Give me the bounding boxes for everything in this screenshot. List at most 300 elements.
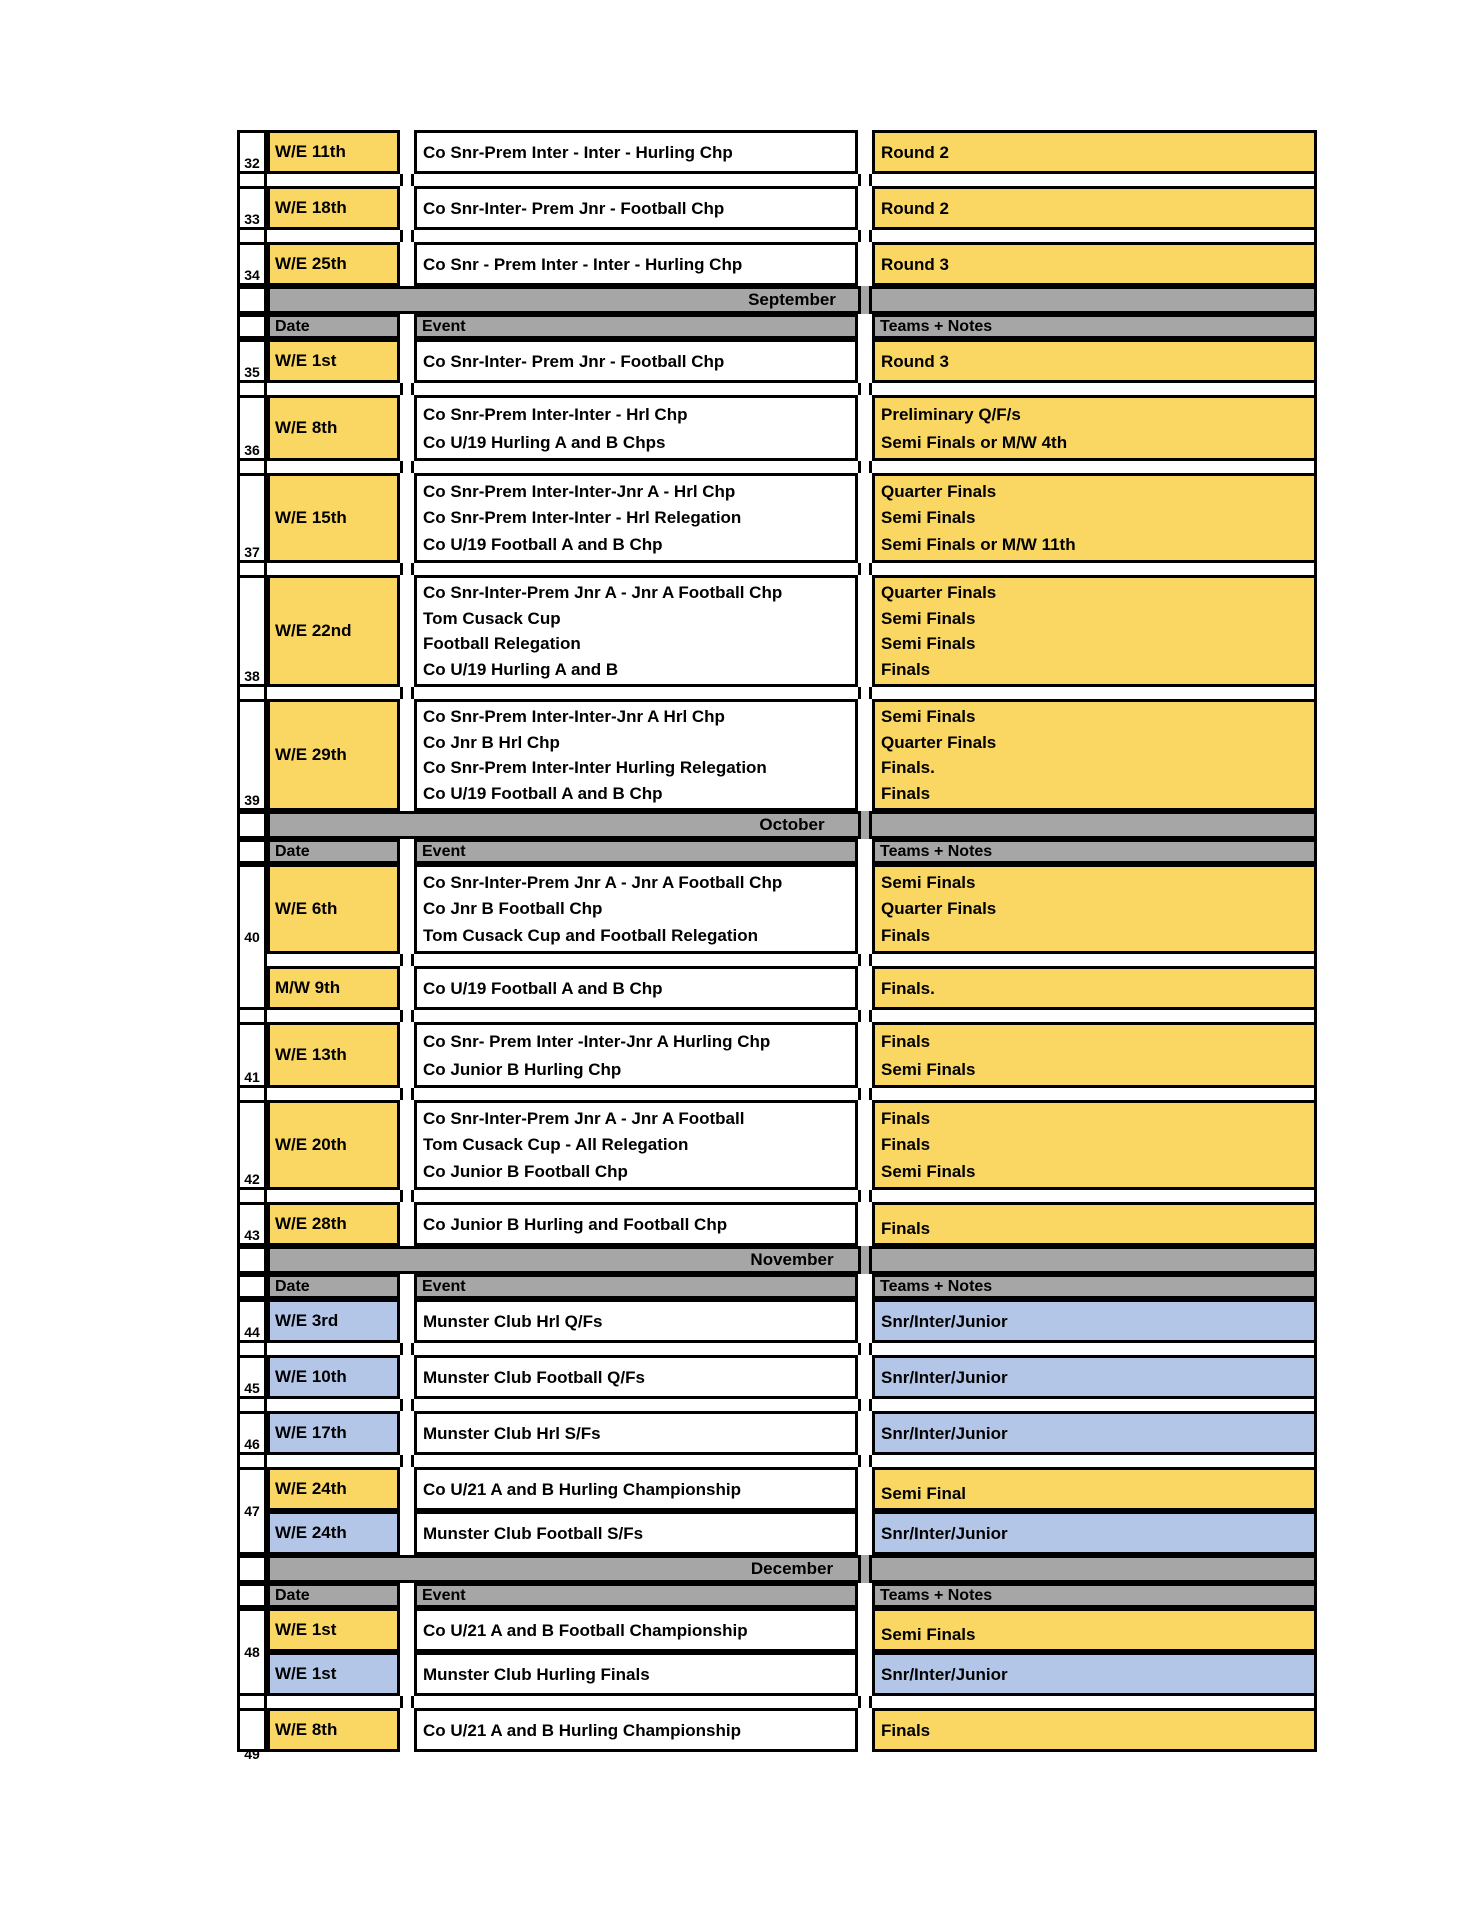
event-column-header: Event — [414, 1274, 858, 1299]
month-row — [237, 811, 1317, 839]
gap — [414, 1343, 858, 1355]
column-gap — [400, 339, 414, 383]
event-line: Tom Cusack Cup and Football Relegation — [423, 926, 758, 946]
column-gap — [400, 1583, 414, 1608]
note-line: Finals. — [881, 978, 935, 998]
gap — [872, 954, 1317, 966]
event-line: Co Snr-Inter- Prem Jnr - Football Chp — [423, 198, 725, 218]
gap — [858, 687, 872, 699]
column-gap — [858, 314, 872, 339]
month-band: September — [267, 286, 1317, 314]
month-row — [237, 1246, 1317, 1274]
table-row-group — [237, 1608, 1317, 1696]
column-gap — [858, 966, 872, 1010]
event-line: Munster Club Hurling Finals — [423, 1664, 650, 1684]
notes-cell — [872, 966, 1317, 1010]
notes-cell — [872, 1202, 1317, 1246]
band-column-stripe — [858, 1555, 872, 1583]
event-line: Co Snr-Prem Inter-Inter Hurling Relegation — [423, 758, 767, 778]
notes-cell — [872, 1608, 1317, 1652]
event-line: Munster Club Hrl Q/Fs — [423, 1311, 603, 1331]
note-line: Snr/Inter/Junior — [881, 1423, 1008, 1443]
event-line: Co Junior B Hurling and Football Chp — [423, 1214, 728, 1234]
week-cell — [237, 1583, 267, 1608]
column-gap — [858, 699, 872, 811]
event-cell — [414, 1100, 858, 1190]
gap — [414, 954, 858, 966]
week-cell — [237, 286, 267, 314]
gap — [400, 1343, 414, 1355]
row-spacer — [237, 687, 1317, 699]
table-row-group — [237, 864, 1317, 1010]
column-gap — [858, 130, 872, 174]
column-gap — [858, 1511, 872, 1555]
column-gap — [858, 1022, 872, 1088]
note-line: Finals. — [881, 758, 935, 778]
date-cell: W/E 13th — [267, 1022, 400, 1088]
column-gap — [858, 1467, 872, 1511]
month-row — [237, 1555, 1317, 1583]
table-row — [237, 473, 1317, 563]
date-cell: W/E 29th — [267, 699, 400, 811]
gap — [872, 1088, 1317, 1100]
column-gap — [400, 1100, 414, 1190]
band-column-stripe — [858, 1246, 872, 1274]
note-line: Semi Final — [881, 1484, 967, 1503]
week-cell — [237, 1246, 267, 1274]
event-line: Co Snr - Prem Inter - Inter - Hurling Chp — [423, 254, 743, 274]
column-gap — [400, 395, 414, 461]
gap — [267, 563, 400, 575]
gap — [858, 563, 872, 575]
event-cell — [414, 1299, 858, 1343]
week-column-gap — [237, 1455, 267, 1467]
notes-cell — [872, 1652, 1317, 1696]
group-body — [267, 1608, 1317, 1696]
week-column-gap — [237, 383, 267, 395]
event-cell — [414, 130, 858, 174]
notes-cell — [872, 1708, 1317, 1752]
gap — [267, 383, 400, 395]
event-line: Co Snr-Prem Inter-Inter-Jnr A Hrl Chp — [423, 707, 725, 727]
row-spacer — [237, 383, 1317, 395]
note-line: Finals — [881, 926, 931, 946]
table-row — [237, 699, 1317, 811]
column-header-row — [237, 314, 1317, 339]
gap — [267, 1455, 400, 1467]
event-line: Co Snr-Inter- Prem Jnr - Football Chp — [423, 351, 725, 371]
week-number: 33 — [237, 186, 267, 230]
event-cell — [414, 1708, 858, 1752]
gap — [267, 461, 400, 473]
date-cell: W/E 6th — [267, 864, 400, 954]
date-cell: M/W 9th — [267, 966, 400, 1010]
note-line: Finals — [881, 659, 931, 679]
note-line: Semi Finals — [881, 707, 976, 727]
gap — [267, 1010, 400, 1022]
gap — [858, 230, 872, 242]
week-column-gap — [237, 230, 267, 242]
gap — [414, 1088, 858, 1100]
week-number: 41 — [237, 1022, 267, 1088]
gap — [414, 1696, 858, 1708]
notes-cell — [872, 473, 1317, 563]
gap — [872, 383, 1317, 395]
event-line: Co U/19 Football A and B Chp — [423, 535, 663, 555]
event-column-header: Event — [414, 314, 858, 339]
week-number: 38 — [237, 575, 267, 687]
week-number: 43 — [237, 1202, 267, 1246]
date-column-header: Date — [267, 839, 400, 864]
week-number-text: 47 — [244, 1503, 260, 1519]
event-line: Co Snr-Prem Inter-Inter - Hrl Relegation — [423, 508, 742, 528]
date-cell: W/E 8th — [267, 1708, 400, 1752]
gap — [267, 954, 400, 966]
column-gap — [858, 1355, 872, 1399]
week-number-text: 48 — [244, 1644, 260, 1660]
event-cell — [414, 1511, 858, 1555]
week-number: 46 — [237, 1411, 267, 1455]
table-row — [237, 339, 1317, 383]
gap — [414, 1010, 858, 1022]
date-column-header: Date — [267, 1583, 400, 1608]
row-spacer — [237, 1399, 1317, 1411]
gap — [872, 687, 1317, 699]
column-gap — [858, 1708, 872, 1752]
column-gap — [400, 575, 414, 687]
week-cell — [237, 811, 267, 839]
gap — [400, 383, 414, 395]
event-column-header: Event — [414, 1583, 858, 1608]
note-line: Semi Finals — [881, 634, 976, 654]
event-line: Co Snr-Prem Inter - Inter - Hurling Chp — [423, 142, 733, 162]
gap — [267, 230, 400, 242]
column-gap — [400, 1274, 414, 1299]
notes-cell — [872, 1299, 1317, 1343]
notes-column-header: Teams + Notes — [872, 1583, 1317, 1608]
notes-cell — [872, 1100, 1317, 1190]
column-gap — [858, 242, 872, 286]
fixtures-table — [237, 130, 1317, 1762]
event-line: Co U/21 A and B Football Championship — [423, 1620, 748, 1640]
column-gap — [858, 1100, 872, 1190]
table-subrow — [267, 966, 1317, 1010]
gap — [267, 1343, 400, 1355]
week-column-gap — [237, 687, 267, 699]
notes-cell — [872, 1355, 1317, 1399]
event-cell — [414, 395, 858, 461]
group-body — [267, 1708, 1317, 1752]
table-row — [237, 1411, 1317, 1455]
event-line: Co Snr-Prem Inter-Inter - Hrl Chp — [423, 404, 688, 424]
table-row — [237, 1202, 1317, 1246]
table-row-group — [237, 1467, 1317, 1555]
group-body — [267, 1467, 1317, 1555]
gap — [400, 563, 414, 575]
gap — [858, 1399, 872, 1411]
note-line: Snr/Inter/Junior — [881, 1367, 1008, 1387]
note-line: Finals — [881, 1108, 931, 1128]
date-cell: W/E 17th — [267, 1411, 400, 1455]
column-gap — [400, 1708, 414, 1752]
column-gap — [400, 242, 414, 286]
table-subrow — [267, 1467, 1317, 1511]
gap — [414, 383, 858, 395]
gap — [858, 1696, 872, 1708]
date-cell: W/E 8th — [267, 395, 400, 461]
week-cell — [237, 1555, 267, 1583]
event-column-header: Event — [414, 839, 858, 864]
note-line: Round 3 — [881, 351, 949, 371]
event-line: Munster Club Football S/Fs — [423, 1523, 644, 1543]
gap — [872, 563, 1317, 575]
gap — [400, 687, 414, 699]
gap — [267, 1696, 400, 1708]
note-line: Semi Finals — [881, 1059, 976, 1079]
notes-cell — [872, 395, 1317, 461]
column-gap — [858, 1411, 872, 1455]
gap — [414, 1399, 858, 1411]
gap — [858, 461, 872, 473]
column-gap — [400, 314, 414, 339]
event-line: Co U/19 Football A and B Chp — [423, 783, 663, 803]
column-gap — [858, 1274, 872, 1299]
week-number: 32 — [237, 130, 267, 174]
event-cell — [414, 1467, 858, 1511]
gap — [872, 1343, 1317, 1355]
event-cell — [414, 699, 858, 811]
column-gap — [858, 839, 872, 864]
week-column-gap — [237, 1696, 267, 1708]
week-column-gap — [237, 1190, 267, 1202]
band-column-stripe — [858, 286, 872, 314]
column-gap — [858, 864, 872, 954]
notes-cell — [872, 1411, 1317, 1455]
note-line: Quarter Finals — [881, 899, 997, 919]
column-gap — [858, 1652, 872, 1696]
date-cell: W/E 1st — [267, 1652, 400, 1696]
event-line: Co Snr- Prem Inter -Inter-Jnr A Hurling Chp — [423, 1031, 771, 1051]
event-cell — [414, 186, 858, 230]
event-cell — [414, 864, 858, 954]
date-cell: W/E 10th — [267, 1355, 400, 1399]
column-gap — [400, 966, 414, 1010]
column-gap — [400, 839, 414, 864]
table-row — [237, 1022, 1317, 1088]
gap — [872, 230, 1317, 242]
week-number: 37 — [237, 473, 267, 563]
row-spacer — [237, 1696, 1317, 1708]
note-line: Semi Finals — [881, 508, 976, 528]
event-cell — [414, 966, 858, 1010]
column-gap — [858, 339, 872, 383]
column-header-row — [237, 1274, 1317, 1299]
row-spacer — [237, 174, 1317, 186]
date-cell: W/E 15th — [267, 473, 400, 563]
column-gap — [400, 1411, 414, 1455]
week-number — [237, 864, 267, 1010]
note-line: Semi Finals or M/W 11th — [881, 535, 1076, 555]
gap — [858, 954, 872, 966]
event-line: Co U/19 Football A and B Chp — [423, 978, 663, 998]
column-gap — [858, 473, 872, 563]
date-cell: W/E 22nd — [267, 575, 400, 687]
week-number — [237, 1467, 267, 1555]
row-spacer — [237, 563, 1317, 575]
column-gap — [400, 186, 414, 230]
row-spacer — [237, 1088, 1317, 1100]
column-header-row — [237, 839, 1317, 864]
note-line: Quarter Finals — [881, 732, 997, 752]
table-subrow — [267, 1608, 1317, 1652]
note-line: Semi Finals — [881, 872, 976, 892]
gap — [858, 1010, 872, 1022]
gap — [400, 1696, 414, 1708]
gap — [872, 1190, 1317, 1202]
event-line: Co Snr-Inter-Prem Jnr A - Jnr A Football — [423, 1108, 745, 1128]
event-line: Co Snr-Prem Inter-Inter-Jnr A - Hrl Chp — [423, 481, 736, 501]
month-row — [237, 286, 1317, 314]
event-cell — [414, 1411, 858, 1455]
date-cell: W/E 18th — [267, 186, 400, 230]
week-column-gap — [237, 1399, 267, 1411]
month-band: October — [267, 811, 1317, 839]
event-line: Co Junior B Football Chp — [423, 1162, 628, 1182]
column-gap — [858, 186, 872, 230]
week-number: 34 — [237, 242, 267, 286]
notes-column-header: Teams + Notes — [872, 1274, 1317, 1299]
table-row — [237, 575, 1317, 687]
note-line: Semi Finals — [881, 608, 976, 628]
notes-column-header: Teams + Notes — [872, 314, 1317, 339]
notes-column-header: Teams + Notes — [872, 839, 1317, 864]
week-cell — [237, 1274, 267, 1299]
column-gap — [858, 1299, 872, 1343]
note-line: Finals — [881, 783, 931, 803]
row-spacer — [237, 1010, 1317, 1022]
date-cell: W/E 1st — [267, 1608, 400, 1652]
gap — [872, 1696, 1317, 1708]
gap — [858, 1343, 872, 1355]
event-line: Tom Cusack Cup - All Relegation — [423, 1135, 689, 1155]
gap — [858, 174, 872, 186]
table-subrow — [267, 1708, 1317, 1752]
band-column-stripe — [858, 811, 872, 839]
table-row — [237, 242, 1317, 286]
column-gap — [400, 1202, 414, 1246]
event-line: Co Jnr B Football Chp — [423, 899, 603, 919]
gap — [400, 1190, 414, 1202]
gap — [414, 174, 858, 186]
gap — [267, 1088, 400, 1100]
gap — [400, 954, 414, 966]
note-line: Round 3 — [881, 254, 949, 274]
gap — [267, 174, 400, 186]
month-band: November — [267, 1246, 1317, 1274]
week-number — [237, 1708, 267, 1762]
table-row — [237, 1100, 1317, 1190]
event-line: Co U/21 A and B Hurling Championship — [423, 1720, 741, 1740]
event-cell — [414, 242, 858, 286]
event-line: Co U/19 Hurling A and B Chps — [423, 432, 666, 452]
column-gap — [400, 1299, 414, 1343]
column-gap — [400, 1511, 414, 1555]
date-cell: W/E 1st — [267, 339, 400, 383]
gap — [872, 174, 1317, 186]
note-line: Semi Finals or M/W 4th — [881, 432, 1068, 452]
gap — [872, 1455, 1317, 1467]
column-gap — [858, 1608, 872, 1652]
gap — [414, 1455, 858, 1467]
row-spacer — [237, 1455, 1317, 1467]
date-cell: W/E 11th — [267, 130, 400, 174]
gap — [267, 1190, 400, 1202]
table-row — [237, 130, 1317, 174]
column-gap — [400, 1355, 414, 1399]
week-number — [237, 1608, 267, 1696]
column-gap — [400, 1467, 414, 1511]
notes-cell — [872, 130, 1317, 174]
column-gap — [400, 1652, 414, 1696]
note-line: Round 2 — [881, 142, 949, 162]
event-cell — [414, 1608, 858, 1652]
event-line: Co Snr-Inter-Prem Jnr A - Jnr A Football Chp — [423, 872, 783, 892]
gap — [400, 1455, 414, 1467]
note-line: Finals — [881, 1219, 931, 1238]
table-row — [237, 395, 1317, 461]
week-cell — [237, 314, 267, 339]
week-column-gap — [237, 461, 267, 473]
gap — [872, 461, 1317, 473]
gap — [400, 1088, 414, 1100]
week-number: 44 — [237, 1299, 267, 1343]
event-line: Munster Club Football Q/Fs — [423, 1367, 645, 1387]
event-cell — [414, 575, 858, 687]
date-cell: W/E 28th — [267, 1202, 400, 1246]
date-cell: W/E 3rd — [267, 1299, 400, 1343]
group-body — [267, 864, 1317, 1010]
column-gap — [400, 1022, 414, 1088]
event-cell — [414, 1652, 858, 1696]
week-cell — [237, 839, 267, 864]
gap — [400, 230, 414, 242]
month-band: December — [267, 1555, 1317, 1583]
event-cell — [414, 1202, 858, 1246]
event-line: Football Relegation — [423, 634, 581, 654]
event-line: Co U/21 A and B Hurling Championship — [423, 1479, 741, 1499]
note-line: Snr/Inter/Junior — [881, 1523, 1008, 1543]
column-gap — [858, 575, 872, 687]
gap — [858, 1455, 872, 1467]
table-subrow — [267, 864, 1317, 954]
event-line: Co Junior B Hurling Chp — [423, 1059, 622, 1079]
week-number: 42 — [237, 1100, 267, 1190]
note-line: Finals — [881, 1135, 931, 1155]
notes-cell — [872, 186, 1317, 230]
note-line: Semi Finals — [881, 1162, 976, 1182]
event-line: Co Snr-Inter-Prem Jnr A - Jnr A Football Chp — [423, 583, 783, 603]
table-row-group — [237, 1708, 1317, 1762]
date-cell: W/E 25th — [267, 242, 400, 286]
date-cell: W/E 24th — [267, 1467, 400, 1511]
week-column-gap — [237, 1343, 267, 1355]
group-inner-spacer — [267, 954, 1317, 966]
note-line: Preliminary Q/F/s — [881, 404, 1021, 424]
notes-cell — [872, 1022, 1317, 1088]
table-row — [237, 1355, 1317, 1399]
note-line: Finals — [881, 1720, 931, 1740]
note-line: Quarter Finals — [881, 481, 997, 501]
